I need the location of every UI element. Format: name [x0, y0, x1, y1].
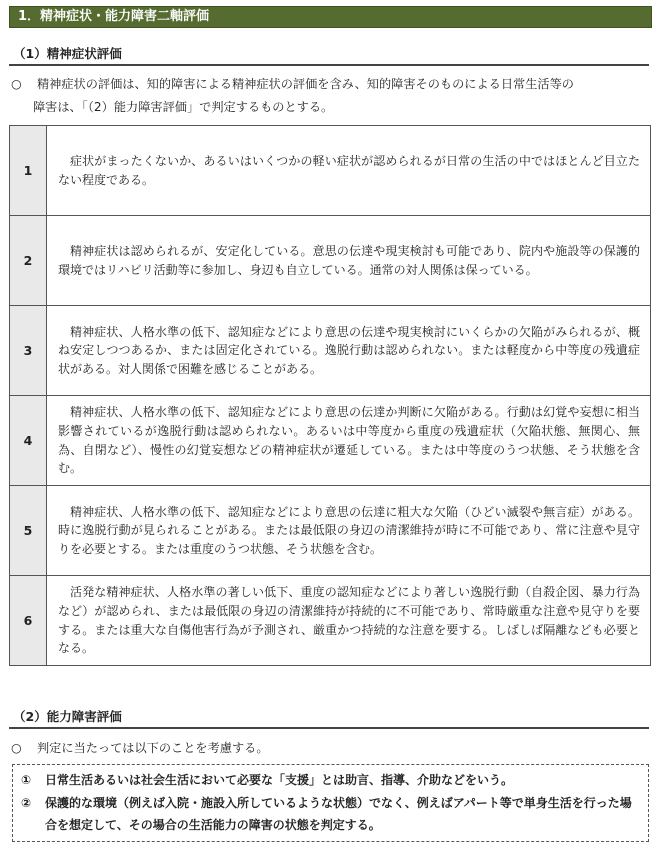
description-cell	[47, 486, 651, 576]
description-cell	[47, 126, 651, 216]
description-text: 精神症状、人格水準の低下、認知症などにより意思の伝達に粗大な欠陥（ひどい滅裂や無言症）がある。時に逸脱行動が見られることがある。または最低限の身辺の清潔維持が時に不可能であり、常に注意や見守りを必要とする。または重度のうつ状態、そう状態を含む。	[58, 504, 640, 556]
level-cell: 1	[10, 126, 47, 216]
bullet-circle-icon: ○	[11, 77, 22, 91]
section-heading-disability: （2）能力障害評価	[9, 707, 649, 729]
description-cell	[47, 306, 651, 396]
level-cell: 4	[10, 396, 47, 486]
table-row	[10, 126, 651, 216]
section2-note-text: 判定に当たっては以下のことを考慮する。	[37, 741, 269, 755]
description-cell	[47, 216, 651, 306]
description-text: 精神症状、人格水準の低下、認知症などにより意思の伝達か判断に欠陥がある。行動は幻覚や妄想に相当影響されているが逸脱行動は認められない。あるいは中等度から重度の残遺症状（欠陥状態、無関心、無為、自閉など）、慢性の幻覚妄想などの精神症状が遷延している。または中等度のうつ状態、そう状態を含む。	[58, 405, 640, 476]
section-heading-psychiatric-symptoms: （1）精神症状評価	[9, 44, 649, 66]
level-cell: 2	[10, 216, 47, 306]
level-cell: 6	[10, 576, 47, 666]
item-text: 保護的な環境（例えば入院・施設入所しているような状態）でなく、例えばアパート等で単身生活を行った場合を想定して、その場合の生活能力の障害の状態を判定する。	[45, 795, 632, 832]
level-cell: 5	[10, 486, 47, 576]
bullet-circle-icon: ○	[11, 741, 22, 755]
section2-note	[9, 737, 649, 760]
table-row	[10, 216, 651, 306]
item-text: 日常生活あるいは社会生活において必要な「支援」とは助言、指導、介助などをいう。	[45, 773, 514, 787]
table-row	[10, 396, 651, 486]
section1-note-line2: 障害は、「（2）能力障害評価」で判定するものとする。	[33, 100, 334, 114]
description-text: 精神症状は認められるが、安定化している。意思の伝達や現実検討も可能であり、院内や施設等の保護的環境ではリハビリ活動等に参加し、身辺も自立している。通常の対人関係は保っている。	[58, 243, 640, 277]
considerations-box	[12, 764, 649, 842]
item-number: ①	[21, 773, 32, 787]
table-row	[10, 576, 651, 666]
table-row	[10, 306, 651, 396]
item-number: ②	[21, 795, 32, 810]
note-line1-text: 精神症状の評価は、知的障害による精神症状の評価を含み、知的障害そのものによる日常生活等の	[37, 77, 574, 91]
symptom-evaluation-table	[9, 125, 651, 666]
description-text: 精神症状、人格水準の低下、認知症などにより意思の伝達や現実検討にいくらかの欠陥がみられるが、概ね安定しつつあるか、または固定化されている。逸脱行動は認められない。または軽度から中等度の残遺症状がある。対人関係で困難を感じることがある。	[58, 324, 640, 376]
page-banner: 1．精神症状・能力障害二軸評価	[9, 6, 652, 28]
list-item	[21, 769, 640, 792]
description-cell	[47, 396, 651, 486]
description-text: 活発な精神症状、人格水準の著しい低下、重度の認知症などにより著しい逸脱行動（自殺企図、暴力行為など）が認められ、または最低限の身辺の清潔維持が持続的に不可能であり、常時厳重な注意や見守りを要する。または重大な自傷他害行為が予測され、厳重かつ持続的な注意を要する。しばしば隔離なども必要となる。	[58, 585, 640, 656]
description-cell	[47, 576, 651, 666]
description-text: 症状がまったくないか、あるいはいくつかの軽い症状が認められるが日常の生活の中ではほとんど目立たない程度である。	[58, 153, 640, 187]
section1-note	[9, 73, 649, 119]
list-item	[21, 792, 640, 837]
table-row	[10, 486, 651, 576]
section1-note-line1	[9, 73, 649, 96]
level-cell: 3	[10, 306, 47, 396]
